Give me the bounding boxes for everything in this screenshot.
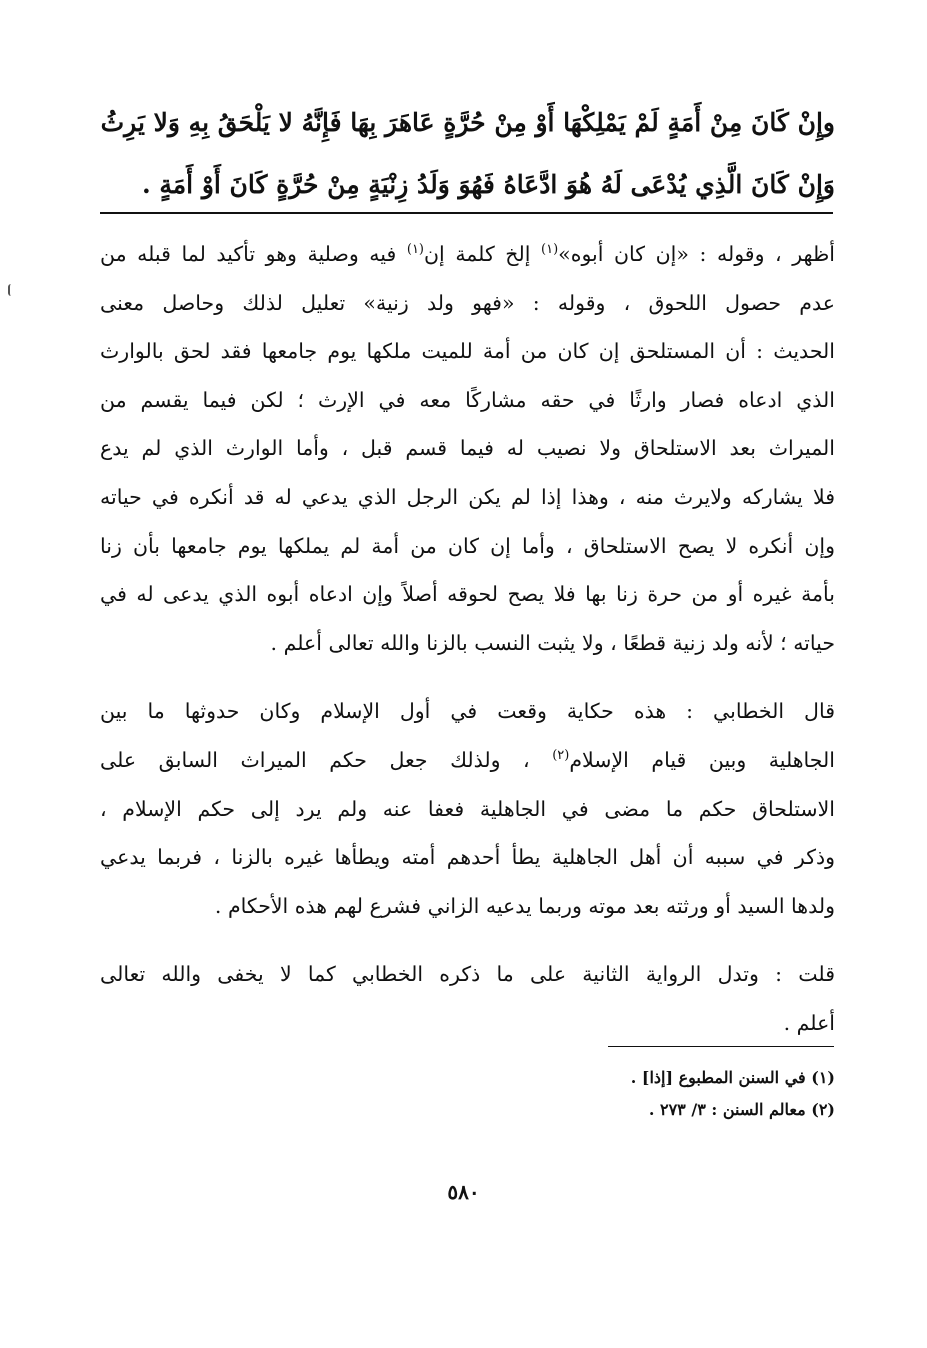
footnote-1: (١) في السنن المطبوع [إذا] . bbox=[630, 1068, 835, 1087]
commentary-line: أعلم . bbox=[783, 1010, 835, 1035]
footnote-2: (٢) معالم السنن : ٣/ ٢٧٣ . bbox=[648, 1100, 835, 1119]
footnote-ref-2[interactable]: (٢) bbox=[552, 748, 570, 764]
commentary-line: أظهر ، وقوله : «إن كان أبوه»$^{(١)}$ إلخ كلمة إن$^{(١)}$ فيه وصلية وهو تأكيد لما قبله من bbox=[100, 242, 835, 266]
hadith-line-1: وإِنْ كَانَ مِنْ أَمَةٍ لَمْ يَمْلِكْهَا أَوْ مِنْ حُرَّةٍ عَاهَرَ بِهَا فَإِنَّهُ لا يَلْحَقُ بِهِ وَلا يَرِثُ bbox=[100, 108, 835, 137]
footnote-ref-1[interactable]: (١) bbox=[541, 242, 559, 258]
footnote-divider bbox=[608, 1046, 834, 1047]
commentary-line: وذكر في سببه أن أهل الجاهلية يطأ أحدهم أمته ويطأها غيره بالزنا ، فربما يدعي bbox=[100, 845, 835, 870]
footnotes bbox=[500, 1062, 835, 1126]
main-divider bbox=[100, 212, 833, 214]
commentary-line: بأمة غيره أو من حرة زنا بها فلا يصح لحوقه أصلاً وإن ادعاه أبوه الذي يدعى له في bbox=[100, 582, 835, 607]
commentary-line: الاستلحاق حكم ما مضى في الجاهلية فعفا عنه ولم يرد إلى حكم الإسلام ، bbox=[100, 796, 835, 821]
commentary-line: عدم حصول اللحوق ، وقوله : «فهو ولد زنية» تعليل لذلك وحاصل معنى bbox=[100, 290, 835, 315]
hadith-line-2: وَإِنْ كَانَ الَّذِي يُدْعَى لَهُ هُوَ ادَّعَاهُ فَهُوَ وَلَدُ زِنْيَةٍ مِنْ حُرَّةٍ كَانَ أَوْ أَمَةٍ . bbox=[141, 170, 835, 199]
commentary-line: وإن أنكره لا يصح الاستلحاق ، وأما إن كان من أمة لم يملكها يوم جامعها بأن زنا bbox=[100, 533, 835, 558]
hadith-text-block bbox=[100, 92, 835, 216]
footnote-ref-1[interactable]: (١) bbox=[406, 242, 424, 258]
commentary-line: ولدها السيد أو ورثته بعد موته وربما يدعيه الزاني فشرع لهم هذه الأحكام . bbox=[214, 893, 835, 918]
commentary-line: حياته ؛ لأنه ولد زنية قطعًا ، ولا يثبت النسب بالزنا والله تعالى أعلم . bbox=[270, 630, 835, 655]
scan-margin-mark bbox=[8, 284, 14, 296]
commentary-line: الحديث : أن المستلحق إن كان من أمة للميت ملكها يوم جامعها فقد لحق بالوارث bbox=[100, 339, 835, 364]
commentary-paragraph-3 bbox=[100, 950, 835, 1047]
commentary-line: الذي ادعاه فصار وارثًا في حقه مشاركًا معه في الإرث ؛ لكن فيما يقسم من bbox=[100, 387, 835, 412]
commentary-block bbox=[100, 230, 835, 1048]
commentary-line: فلا يشاركه ولايرث منه ، وهذا إذا لم يكن الرجل الذي يدعي له قد أنكره في حياته bbox=[100, 484, 835, 509]
commentary-line: الجاهلية وبين قيام الإسلام$^{(٢)}$ ، ولذلك جعل حكم الميراث السابق على bbox=[100, 747, 835, 772]
commentary-line: قلت : وتدل الرواية الثانية على ما ذكره الخطابي كما لا يخفى والله تعالى bbox=[100, 962, 835, 987]
page-number: ٥٨٠ bbox=[447, 1180, 480, 1204]
commentary-line: الميراث بعد الاستلحاق ولا نصيب له فيما قسم قبل ، وأما الوارث الذي لم يدع bbox=[100, 436, 835, 461]
commentary-line: قال الخطابي : هذه حكاية وقعت في أول الإسلام وكان حدوثها ما بين bbox=[100, 699, 835, 724]
commentary-paragraph-2 bbox=[100, 687, 835, 930]
commentary-paragraph-1 bbox=[100, 230, 835, 667]
